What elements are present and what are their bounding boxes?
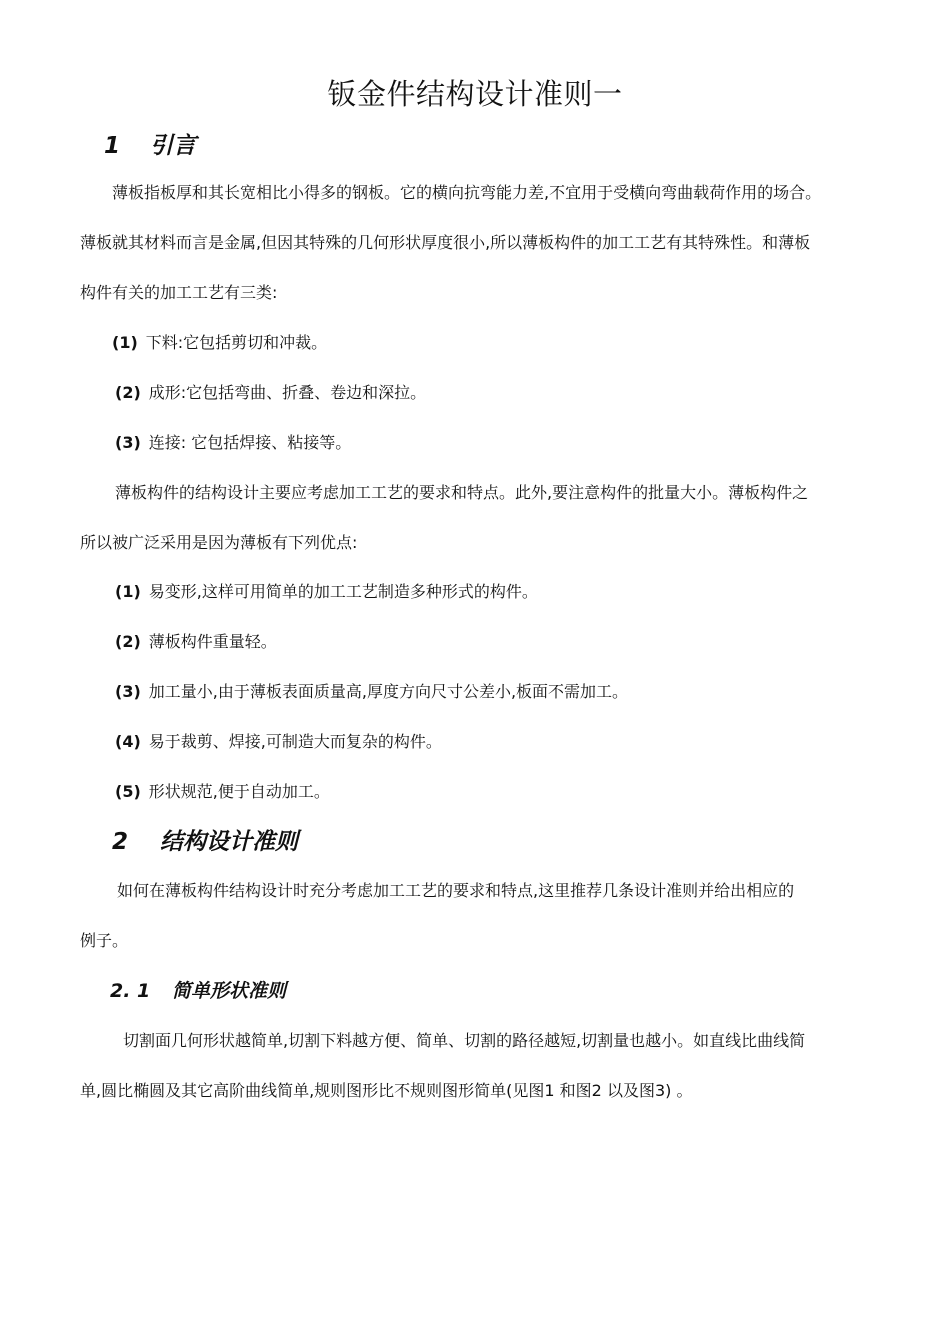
section-1-number: 1 (104, 133, 121, 159)
list-item-number: (2) (115, 383, 141, 402)
section-2-title: 结构设计准则 (160, 829, 298, 855)
list-item-number: (4) (115, 732, 141, 751)
paragraph-line: 如何在薄板构件结构设计时充分考虑加工工艺的要求和特点,这里推荐几条设计准则并给出相应的 (117, 881, 795, 900)
list-item-text: 成形:它包括弯曲、折叠、卷边和深拉。 (148, 383, 427, 402)
section-2-number: 2 (112, 829, 129, 855)
section-1-heading (104, 131, 196, 161)
list-item-number: (1) (112, 333, 138, 352)
document-title: 钣金件结构设计准则一 (327, 77, 623, 111)
subsection-2-1-title: 简单形状准则 (172, 980, 287, 1002)
subsection-2-1-number: 2. 1 (110, 980, 151, 1002)
section-2-heading (112, 827, 298, 857)
list-item (115, 580, 538, 604)
paragraph-line: 例子。 (80, 931, 129, 950)
list-item-text: 加工量小,由于薄板表面质量高,厚度方向尺寸公差小,板面不需加工。 (148, 682, 629, 701)
list-item-number: (3) (115, 433, 141, 452)
list-item-number: (3) (115, 682, 141, 701)
list-item (115, 680, 628, 704)
list-item-number: (1) (115, 582, 141, 601)
list-item-text: 易变形,这样可用简单的加工工艺制造多种形式的构件。 (148, 582, 538, 601)
list-item (112, 331, 327, 355)
paragraph-line: 单,圆比椭圆及其它高阶曲线简单,规则图形比不规则图形简单(见图1 和图2 以及图3) 。 (80, 1081, 693, 1100)
paragraph-line: 所以被广泛采用是因为薄板有下列优点: (80, 533, 358, 552)
list-item-number: (5) (115, 782, 141, 801)
paragraph-line: 切割面几何形状越简单,切割下料越方便、简单、切割的路径越短,切割量也越小。如直线比曲线简 (123, 1031, 806, 1050)
list-item (115, 730, 442, 754)
paragraph-line: 薄板指板厚和其长宽相比小得多的钢板。它的横向抗弯能力差,不宜用于受横向弯曲载荷作用的场合。 (112, 183, 822, 202)
paragraph-line: 薄板就其材料而言是金属,但因其特殊的几何形状厚度很小,所以薄板构件的加工工艺有其特殊性。和薄板 (80, 233, 811, 252)
list-item-text: 形状规范,便于自动加工。 (148, 782, 330, 801)
list-item (115, 630, 277, 654)
list-item-number: (2) (115, 632, 141, 651)
list-item-text: 下料:它包括剪切和冲裁。 (145, 333, 328, 352)
list-item (115, 431, 351, 455)
list-item-text: 易于裁剪、焊接,可制造大而复杂的构件。 (148, 732, 442, 751)
list-item-text: 连接: 它包括焊接、粘接等。 (148, 433, 352, 452)
list-item-text: 薄板构件重量轻。 (148, 632, 277, 651)
list-item (115, 381, 426, 405)
list-item (115, 780, 330, 804)
paragraph-line: 薄板构件的结构设计主要应考虑加工工艺的要求和特点。此外,要注意构件的批量大小。薄板构件之 (115, 483, 809, 502)
section-1-title: 引言 (150, 133, 196, 159)
subsection-2-1-heading (110, 977, 286, 1005)
paragraph-line: 构件有关的加工工艺有三类: (80, 283, 278, 302)
